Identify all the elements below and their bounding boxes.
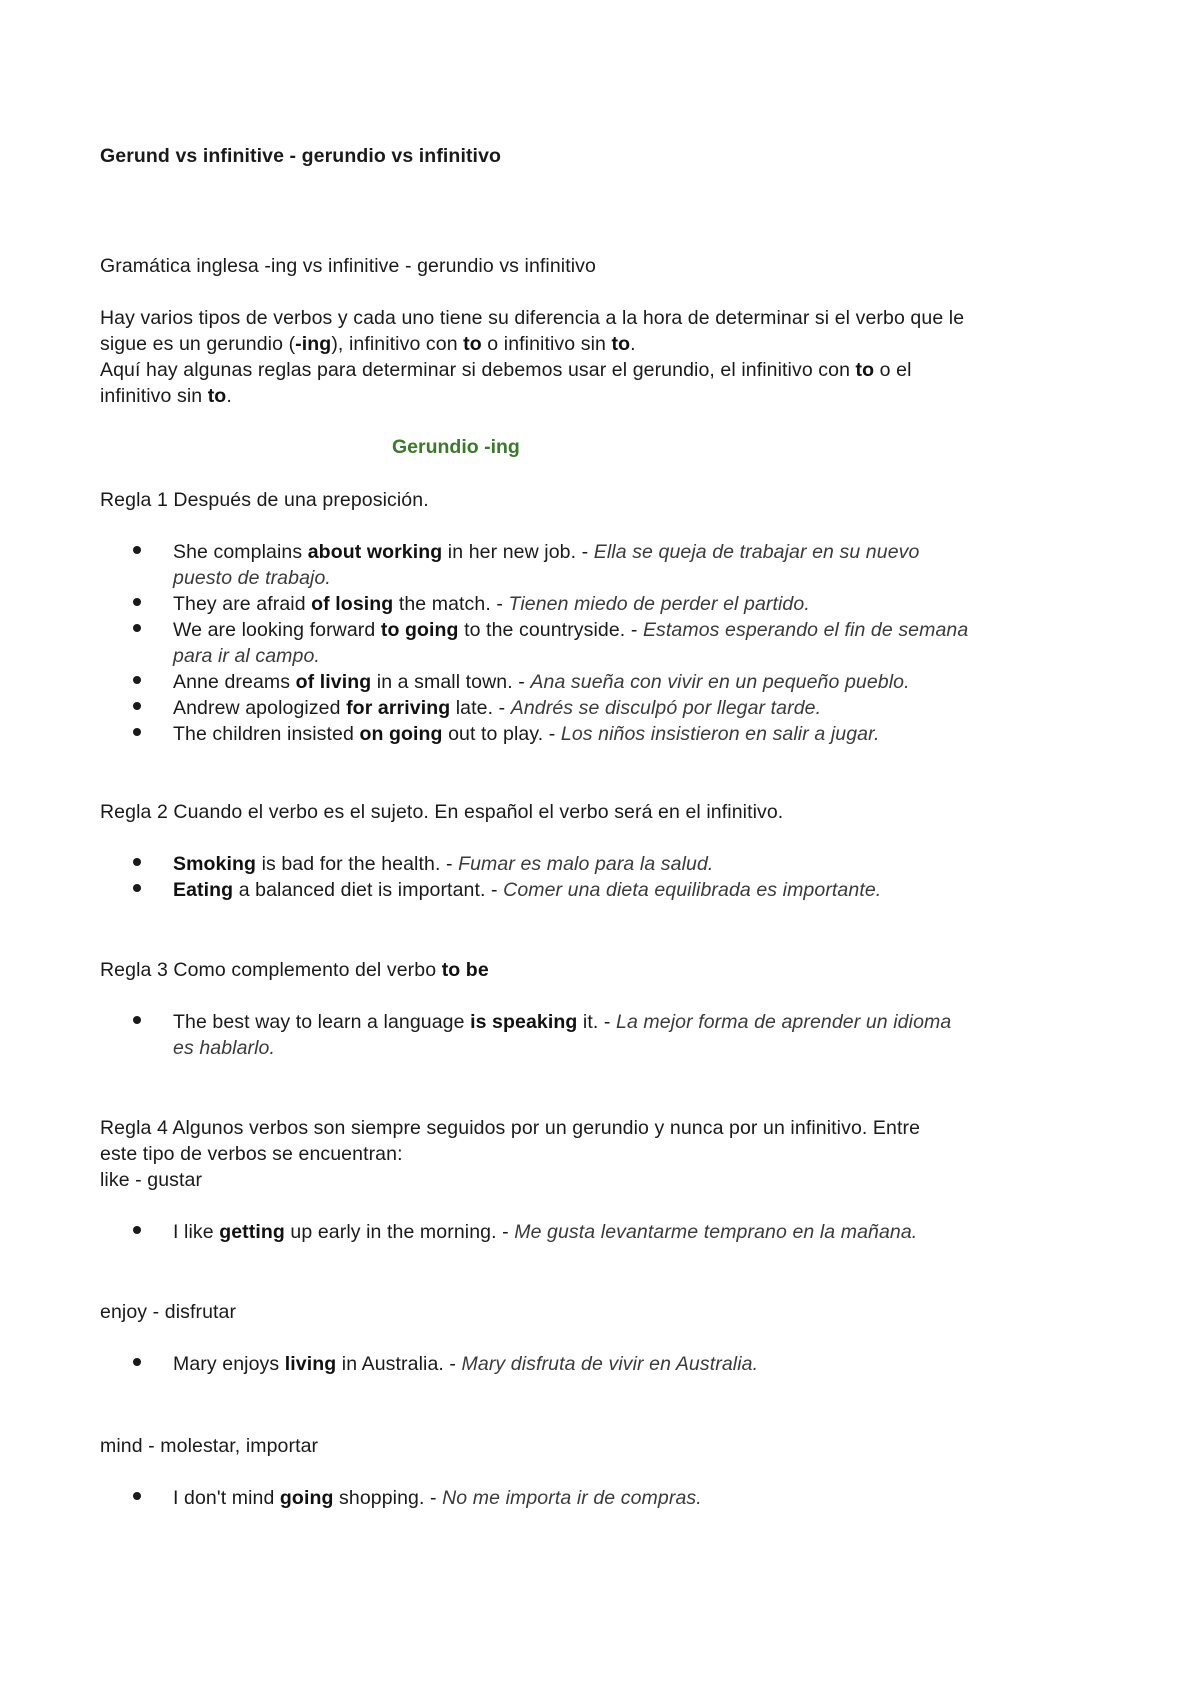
rule-4-label: Regla 4 Algunos verbos son siempre seguidos por un gerundio y nunca por un infinitivo. Entre bbox=[100, 1117, 921, 1139]
example-item: We are looking forward to going to the countryside. - Estamos esperando el fin de semana bbox=[173, 619, 969, 641]
rule-1-label: Regla 1 Después de una preposición. bbox=[100, 489, 429, 511]
bullet bbox=[133, 1358, 141, 1366]
example-item: Anne dreams of living in a small town. - Ana sueña con vivir en un pequeño pueblo. bbox=[173, 671, 910, 693]
example-item: I like getting up early in the morning. - Me gusta levantarme temprano en la mañana. bbox=[173, 1221, 918, 1243]
verb-label: like - gustar bbox=[100, 1169, 203, 1191]
bullet bbox=[133, 884, 141, 892]
section-heading: Gerundio -ing bbox=[392, 436, 520, 458]
bullet bbox=[133, 1492, 141, 1500]
example-item: Andrew apologized for arriving late. - Andrés se disculpó por llegar tarde. bbox=[173, 697, 822, 719]
intro-line-2: sigue es un gerundio (-ing), infinitivo con to o infinitivo sin to. bbox=[100, 333, 636, 355]
example-item: Smoking is bad for the health. - Fumar es malo para la salud. bbox=[173, 853, 714, 875]
example-item: I don't mind going shopping. - No me importa ir de compras. bbox=[173, 1487, 702, 1509]
verb-label: mind - molestar, importar bbox=[100, 1435, 319, 1457]
bullet bbox=[133, 546, 141, 554]
example-item: Mary enjoys living in Australia. - Mary disfruta de vivir en Australia. bbox=[173, 1353, 759, 1375]
bullet bbox=[133, 1226, 141, 1234]
bullet bbox=[133, 1016, 141, 1024]
intro-line-3: Aquí hay algunas reglas para determinar si debemos usar el gerundio, el infinitivo con to o el bbox=[100, 359, 912, 381]
bullet bbox=[133, 702, 141, 710]
document-title: Gerund vs infinitive - gerundio vs infinitivo bbox=[100, 145, 502, 167]
intro-line-1: Hay varios tipos de verbos y cada uno tiene su diferencia a la hora de determinar si el verbo que le bbox=[100, 307, 965, 329]
example-item-continuation: es hablarlo. bbox=[173, 1037, 276, 1059]
bullet bbox=[133, 624, 141, 632]
subtitle: Gramática inglesa -ing vs infinitive - gerundio vs infinitivo bbox=[100, 255, 596, 277]
example-item-continuation: para ir al campo. bbox=[173, 645, 320, 667]
example-item-continuation: puesto de trabajo. bbox=[173, 567, 331, 589]
example-item: They are afraid of losing the match. - Tienen miedo de perder el partido. bbox=[173, 593, 810, 615]
example-item: Eating a balanced diet is important. - Comer una dieta equilibrada es importante. bbox=[173, 879, 882, 901]
bullet bbox=[133, 598, 141, 606]
rule-3-label: Regla 3 Como complemento del verbo to be bbox=[100, 959, 489, 981]
bullet bbox=[133, 858, 141, 866]
rule-2-label: Regla 2 Cuando el verbo es el sujeto. En español el verbo será en el infinitivo. bbox=[100, 801, 784, 823]
example-item: She complains about working in her new job. - Ella se queja de trabajar en su nuevo bbox=[173, 541, 920, 563]
intro-line-4: infinitivo sin to. bbox=[100, 385, 232, 407]
example-item: The children insisted on going out to play. - Los niños insistieron en salir a jugar. bbox=[173, 723, 880, 745]
verb-label: enjoy - disfrutar bbox=[100, 1301, 237, 1323]
example-item: The best way to learn a language is speaking it. - La mejor forma de aprender un idioma bbox=[173, 1011, 952, 1033]
bullet bbox=[133, 728, 141, 736]
rule-4-label-continuation: este tipo de verbos se encuentran: bbox=[100, 1143, 403, 1165]
bullet bbox=[133, 676, 141, 684]
